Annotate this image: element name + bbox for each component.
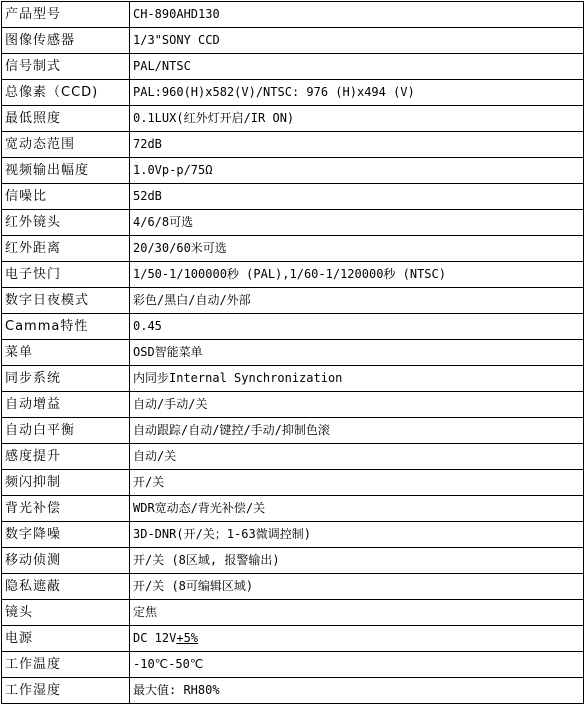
table-row (2, 106, 584, 132)
table-row (2, 678, 584, 704)
table-row (2, 184, 584, 210)
spec-label: 红外距离 (2, 236, 130, 262)
spec-label: Camma特性 (2, 314, 130, 340)
spec-value: CH-890AHD130 (130, 2, 584, 28)
spec-label: 电子快门 (2, 262, 130, 288)
table-row (2, 548, 584, 574)
spec-value: 自动/手动/关 (130, 392, 584, 418)
spec-value: 1/3"SONY CCD (130, 28, 584, 54)
table-row (2, 626, 584, 652)
spec-label: 图像传感器 (2, 28, 130, 54)
spec-value: 3D-DNR(开/关；1-63微调控制) (130, 522, 584, 548)
spec-label: 移动侦测 (2, 548, 130, 574)
spec-value: 内同步Internal Synchronization (130, 366, 584, 392)
spec-label: 工作温度 (2, 652, 130, 678)
table-row (2, 210, 584, 236)
table-row (2, 522, 584, 548)
table-row (2, 340, 584, 366)
spec-label: 最低照度 (2, 106, 130, 132)
spec-label: 背光补偿 (2, 496, 130, 522)
spec-value: 1.0Vp-p/75Ω (130, 158, 584, 184)
spec-label: 菜单 (2, 340, 130, 366)
table-row (2, 288, 584, 314)
power-voltage: DC 12V (133, 631, 177, 645)
spec-label: 数字降噪 (2, 522, 130, 548)
spec-label: 隐私遮蔽 (2, 574, 130, 600)
table-row (2, 158, 584, 184)
spec-label: 镜头 (2, 600, 130, 626)
table-row (2, 80, 584, 106)
spec-value: 开/关 (8可编辑区域) (130, 574, 584, 600)
spec-label: 自动白平衡 (2, 418, 130, 444)
spec-value: 72dB (130, 132, 584, 158)
spec-value: 4/6/8可选 (130, 210, 584, 236)
spec-label: 自动增益 (2, 392, 130, 418)
spec-label: 宽动态范围 (2, 132, 130, 158)
spec-value (130, 626, 584, 652)
spec-label: 视频输出幅度 (2, 158, 130, 184)
table-row (2, 54, 584, 80)
table-row (2, 236, 584, 262)
spec-value: 彩色/黑白/自动/外部 (130, 288, 584, 314)
spec-label: 同步系统 (2, 366, 130, 392)
spec-value: PAL/NTSC (130, 54, 584, 80)
table-row (2, 314, 584, 340)
spec-label: 频闪抑制 (2, 470, 130, 496)
table-row (2, 444, 584, 470)
table-row (2, 574, 584, 600)
spec-value: 开/关 (130, 470, 584, 496)
table-row (2, 418, 584, 444)
spec-label: 电源 (2, 626, 130, 652)
spec-value: WDR宽动态/背光补偿/关 (130, 496, 584, 522)
table-row (2, 652, 584, 678)
spec-value: 1/50-1/100000秒 (PAL),1/60-1/120000秒 (NTSC) (130, 262, 584, 288)
spec-table (1, 1, 584, 704)
spec-value: 52dB (130, 184, 584, 210)
table-row (2, 496, 584, 522)
table-row (2, 2, 584, 28)
spec-label: 总像素（CCD) (2, 80, 130, 106)
spec-value: 定焦 (130, 600, 584, 626)
table-row (2, 132, 584, 158)
spec-value: 0.45 (130, 314, 584, 340)
spec-label: 数字日夜模式 (2, 288, 130, 314)
spec-label: 红外镜头 (2, 210, 130, 236)
spec-value: 自动/关 (130, 444, 584, 470)
table-row (2, 262, 584, 288)
table-row (2, 392, 584, 418)
spec-value: 20/30/60米可选 (130, 236, 584, 262)
table-row (2, 28, 584, 54)
spec-value: PAL:960(H)x582(V)/NTSC: 976 (H)x494 (V) (130, 80, 584, 106)
power-tolerance: +5% (176, 631, 199, 645)
spec-label: 感度提升 (2, 444, 130, 470)
spec-value: 最大值: RH80% (130, 678, 584, 704)
table-row (2, 600, 584, 626)
spec-value: 自动跟踪/自动/键控/手动/抑制色滚 (130, 418, 584, 444)
spec-label: 信噪比 (2, 184, 130, 210)
table-row (2, 470, 584, 496)
spec-value: -10℃-50℃ (130, 652, 584, 678)
spec-label: 工作湿度 (2, 678, 130, 704)
spec-label: 产品型号 (2, 2, 130, 28)
table-row (2, 366, 584, 392)
spec-label: 信号制式 (2, 54, 130, 80)
spec-value: OSD智能菜单 (130, 340, 584, 366)
spec-value: 开/关 (8区域, 报警输出) (130, 548, 584, 574)
spec-value: 0.1LUX(红外灯开启/IR ON) (130, 106, 584, 132)
